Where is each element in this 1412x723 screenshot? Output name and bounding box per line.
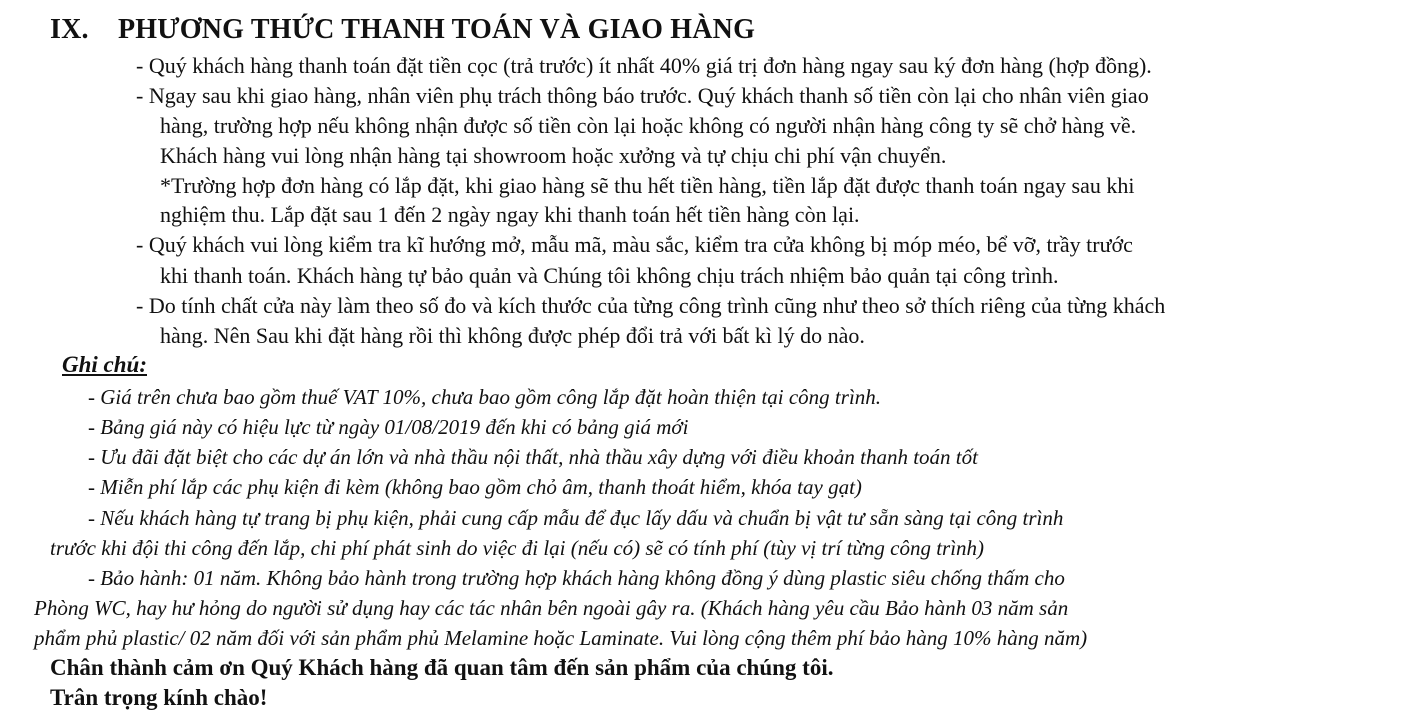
payment-line: - Quý khách hàng thanh toán đặt tiền cọc (trả trước) ít nhất 40% giá trị đơn hàng ngay sau ký đơn hàng (hợp đồng). bbox=[136, 53, 1152, 78]
note-line: Phòng WC, hay hư hỏng do người sử dụng hay các tác nhân bên ngoài gây ra. (Khách hàng yêu cầu Bảo hành 03 năm sản bbox=[34, 596, 1069, 620]
note-line: trước khi đội thi công đến lắp, chi phí phát sinh do việc đi lại (nếu có) sẽ có tính phí (tùy vị trí từng công trình) bbox=[50, 536, 985, 560]
notes-title: Ghi chú: bbox=[62, 352, 147, 377]
note-line: - Nếu khách hàng tự trang bị phụ kiện, phải cung cấp mẫu để đục lấy dấu và chuẩn bị vật tư sẵn sàng tại công trình bbox=[88, 506, 1064, 530]
note-line: - Bảo hành: 01 năm. Không bảo hành trong trường hợp khách hàng không đồng ý dùng plastic siêu chống thấm cho bbox=[88, 566, 1065, 590]
section-heading bbox=[50, 14, 755, 46]
closing-regards: Trân trọng kính chào! bbox=[50, 685, 268, 710]
payment-line: - Quý khách vui lòng kiểm tra kĩ hướng mở, mẫu mã, màu sắc, kiểm tra cửa không bị móp méo, bể vỡ, trầy trước bbox=[136, 232, 1133, 257]
note-line: - Miễn phí lắp các phụ kiện đi kèm (không bao gồm chỏ âm, thanh thoát hiểm, khóa tay gạt) bbox=[88, 475, 862, 499]
payment-line: Khách hàng vui lòng nhận hàng tại showroom hoặc xưởng và tự chịu chi phí vận chuyển. bbox=[160, 143, 947, 168]
payment-line: hàng, trường hợp nếu không nhận được số tiền còn lại hoặc không có người nhận hàng công ty sẽ chở hàng về. bbox=[160, 113, 1137, 138]
payment-line: nghiệm thu. Lắp đặt sau 1 đến 2 ngày ngay khi thanh toán hết tiền hàng còn lại. bbox=[160, 202, 860, 227]
section-number: IX. bbox=[50, 14, 89, 45]
note-line: - Bảng giá này có hiệu lực từ ngày 01/08/2019 đến khi có bảng giá mới bbox=[88, 415, 689, 439]
payment-line: - Ngay sau khi giao hàng, nhân viên phụ trách thông báo trước. Quý khách thanh số tiền còn lại cho nhân viên giao bbox=[136, 83, 1149, 108]
payment-line: khi thanh toán. Khách hàng tự bảo quản và Chúng tôi không chịu trách nhiệm bảo quản tại công trình. bbox=[160, 263, 1059, 288]
section-title: PHƯƠNG THỨC THANH TOÁN VÀ GIAO HÀNG bbox=[118, 14, 756, 45]
closing-thanks: Chân thành cảm ơn Quý Khách hàng đã quan tâm đến sản phẩm của chúng tôi. bbox=[50, 655, 834, 680]
note-line: phẩm phủ plastic/ 02 năm đối với sản phẩm phủ Melamine hoặc Laminate. Vui lòng cộng thêm phí bảo hàng 10% hàng năm) bbox=[34, 626, 1088, 650]
payment-line: hàng. Nên Sau khi đặt hàng rồi thì không được phép đổi trả với bất kì lý do nào. bbox=[160, 323, 865, 348]
note-line: - Giá trên chưa bao gồm thuế VAT 10%, chưa bao gồm công lắp đặt hoàn thiện tại công trình. bbox=[88, 385, 882, 409]
payment-line: *Trường hợp đơn hàng có lắp đặt, khi giao hàng sẽ thu hết tiền hàng, tiền lắp đặt được thanh toán ngay sau khi bbox=[160, 173, 1135, 198]
note-line: - Ưu đãi đặt biệt cho các dự án lớn và nhà thầu nội thất, nhà thầu xây dựng với điều khoản thanh toán tốt bbox=[88, 445, 978, 469]
payment-line: - Do tính chất cửa này làm theo số đo và kích thước của từng công trình cũng như theo sở thích riêng của từng khách bbox=[136, 293, 1166, 318]
